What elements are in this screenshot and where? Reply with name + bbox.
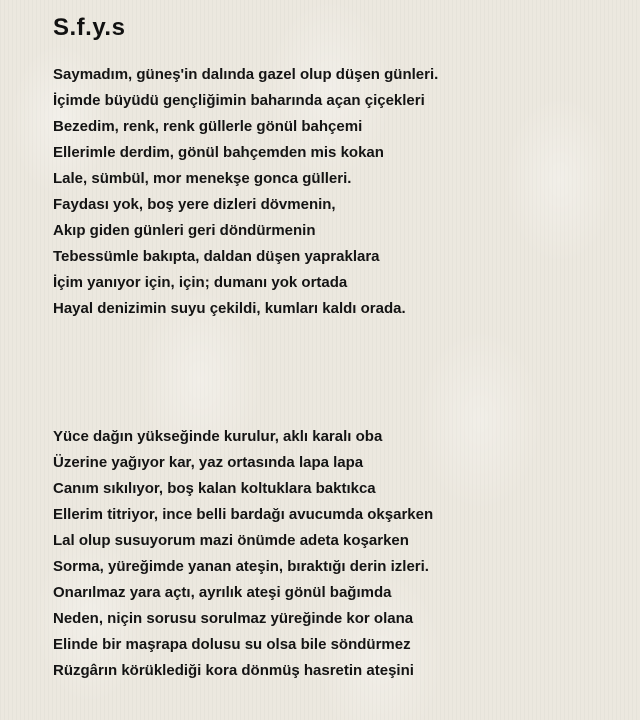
verse-line: Akıp giden günleri geri döndürmenin xyxy=(53,222,316,239)
verse-line: Faydası yok, boş yere dizleri dövmenin, xyxy=(53,196,336,213)
verse-line: Bezedim, renk, renk güllerle gönül bahçemi xyxy=(53,118,363,135)
verse-line: Tebessümle bakıpta, daldan düşen yapraklara xyxy=(53,248,380,265)
verse-line: Ellerim titriyor, ince belli bardağı avucumda okşarken xyxy=(53,506,434,523)
stanza-2 xyxy=(53,424,613,684)
poem-page xyxy=(53,0,613,684)
verse-line: Lal olup susuyorum mazi önümde adeta koşarken xyxy=(53,532,409,549)
verse-line: İçim yanıyor için, için; dumanı yok ortada xyxy=(53,274,348,291)
poem-title: S.f.y.s xyxy=(53,14,126,41)
verse-line: İçimde büyüdü gençliğimin baharında açan çiçekleri xyxy=(53,92,425,109)
verse-line: Yüce dağın yükseğinde kurulur, aklı karalı oba xyxy=(53,428,383,445)
verse-line: Lale, sümbül, mor menekşe gonca gülleri. xyxy=(53,170,352,187)
verse-line: Ellerimle derdim, gönül bahçemden mis kokan xyxy=(53,144,384,161)
stanza-1 xyxy=(53,62,613,322)
verse-line: Elinde bir maşrapa dolusu su olsa bile söndürmez xyxy=(53,636,411,653)
verse-line: Üzerine yağıyor kar, yaz ortasında lapa lapa xyxy=(53,454,364,471)
verse-line: Sorma, yüreğimde yanan ateşin, bıraktığı derin izleri. xyxy=(53,558,429,575)
verse-line: Onarılmaz yara açtı, ayrılık ateşi gönül bağımda xyxy=(53,584,392,601)
verse-line: Rüzgârın körüklediği kora dönmüş hasretin ateşini xyxy=(53,662,414,679)
verse-line: Hayal denizimin suyu çekildi, kumları kaldı orada. xyxy=(53,300,406,317)
verse-line: Neden, niçin sorusu sorulmaz yüreğinde kor olana xyxy=(53,610,414,627)
verse-line: Saymadım, güneş'in dalında gazel olup düşen günleri. xyxy=(53,66,439,83)
verse-line: Canım sıkılıyor, boş kalan koltuklara baktıkca xyxy=(53,480,376,497)
